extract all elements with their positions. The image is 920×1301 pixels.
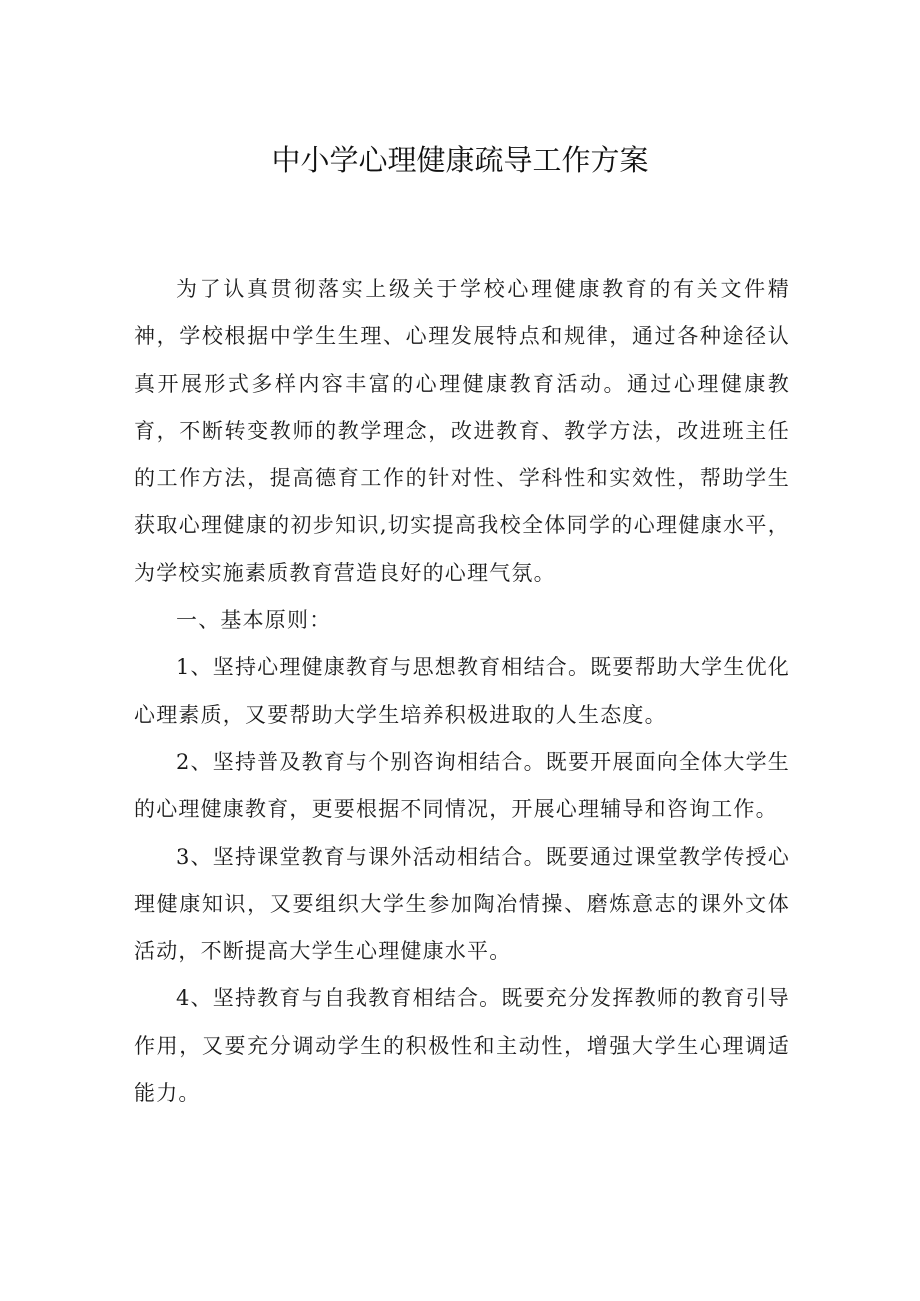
principle-2-paragraph: 2、坚持普及教育与个别咨询相结合。既要开展面向全体大学生的心理健康教育，更要根据不同情况，开展心理辅导和咨询工作。 (134, 749, 790, 822)
principle-4-paragraph: 4、坚持教育与自我教育相结合。既要充分发挥教师的教育引导作用，又要充分调动学生的积极性和主动性，增强大学生心理调适能力。 (134, 986, 790, 1106)
document-title: 中小学心理健康疏导工作方案 (271, 143, 649, 177)
principle-3-paragraph: 3、坚持课堂教育与课外活动相结合。既要通过课堂教学传授心理健康知识，又要组织大学生参加陶冶情操、磨炼意志的课外文体活动，不断提高大学生心理健康水平。 (134, 844, 790, 964)
principle-1-paragraph: 1、坚持心理健康教育与思想教育相结合。既要帮助大学生优化心理素质，又要帮助大学生培养积极进取的人生态度。 (134, 655, 790, 727)
document-body (134, 266, 790, 1117)
intro-paragraph: 为了认真贯彻落实上级关于学校心理健康教育的有关文件精神，学校根据中学生生理、心理发展特点和规律，通过各种途径认真开展形式多样内容丰富的心理健康教育活动。通过心理健康教育，不断转变教师的教学理念，改进教育、教学方法，改进班主任的工作方法，提高德育工作的针对性、学科性和实效性，帮助学生获取心理健康的初步知识,切实提高我校全体同学的心理健康水平，为学校实施素质教育营造良好的心理气氛。 (134, 277, 790, 585)
section-heading-basic-principles: 一、基本原则： (176, 608, 332, 633)
